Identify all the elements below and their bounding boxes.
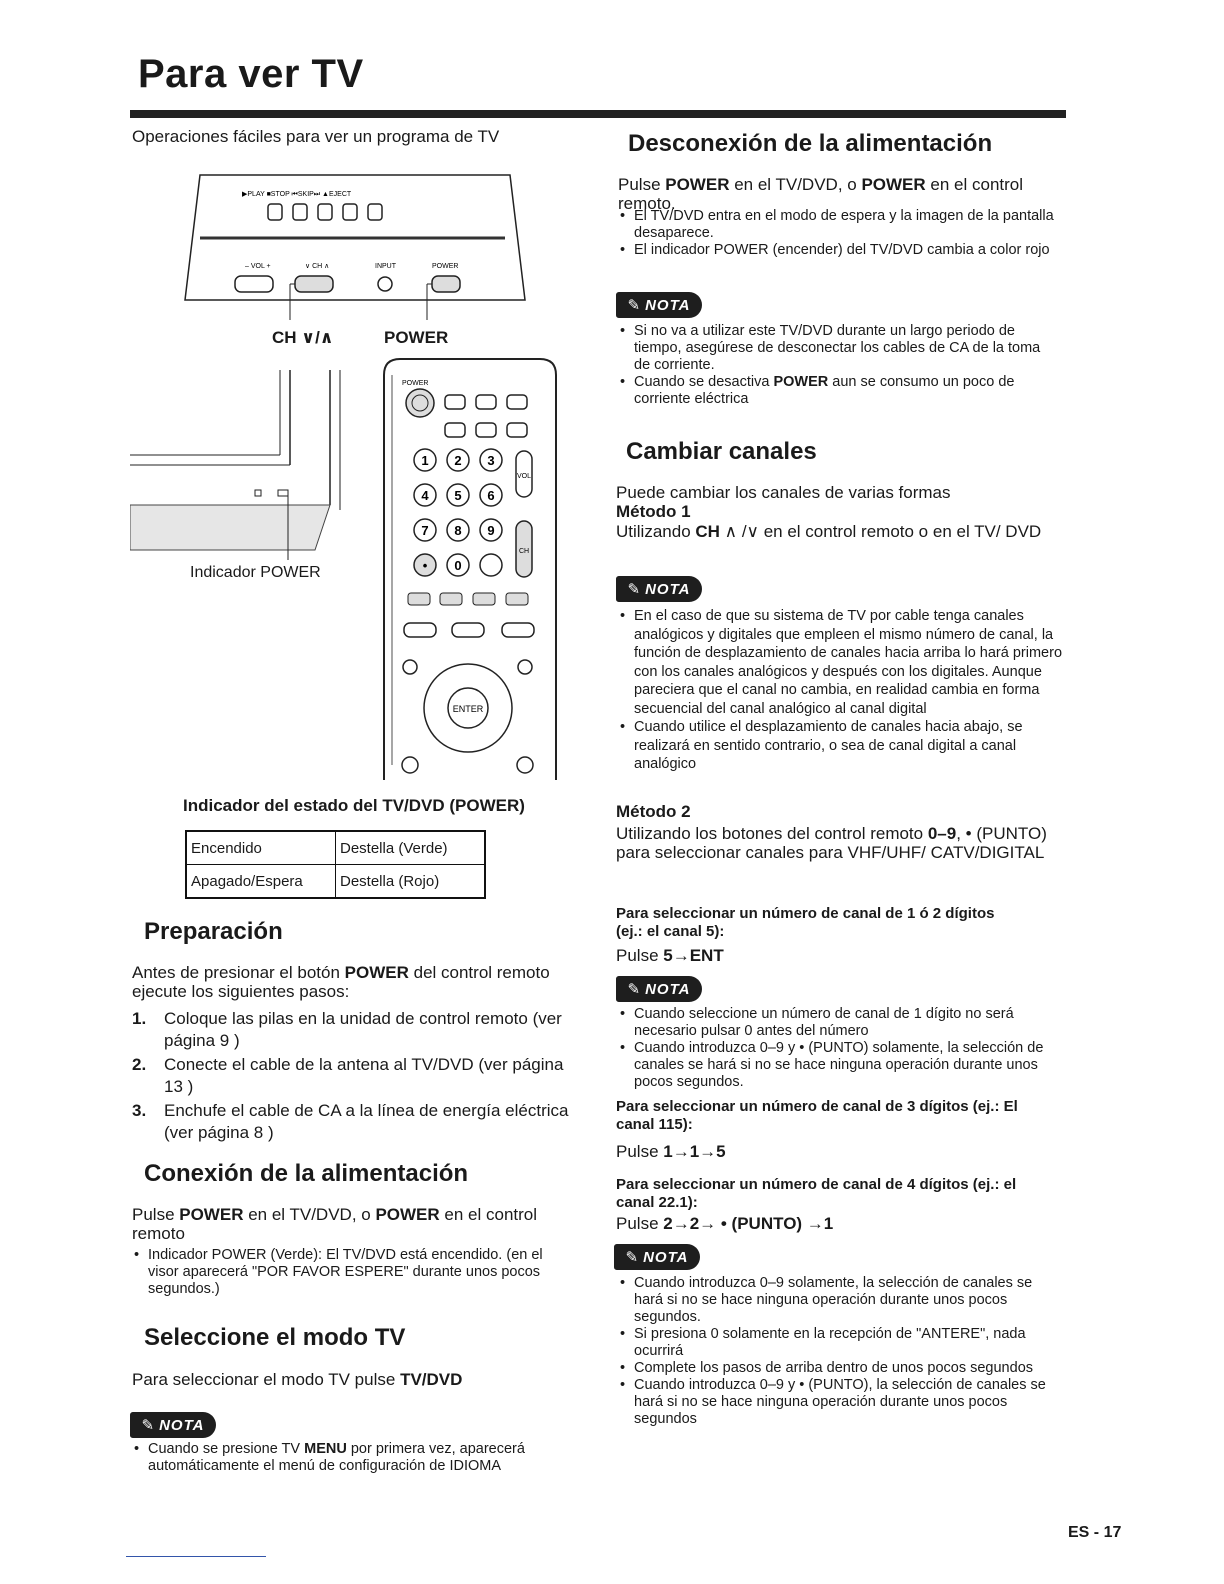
table-row — [186, 831, 485, 865]
list-item: • En el caso de que su sistema de TV por cable tenga canales analógicos y digitales que empleen el mismo número de canal, la función de desplazamiento de canales hacia arriba lo hará primero con los canales analógicos y después con los digitales. Aunque pareciera que el canal no cambia, en realidad cambia en forma secuencial del canal analógico al canal digital — [618, 607, 1064, 718]
panel-vol-label: – VOL + — [245, 263, 271, 270]
indicator-power-label: Indicador POWER — [190, 564, 321, 581]
desconexion-text: Pulse POWER en el TV/DVD, o POWER en el control remoto. — [618, 175, 1024, 213]
page-number: ES - 17 — [1068, 1524, 1122, 1541]
sel3-pulse: Pulse 1→1→5 — [616, 1142, 726, 1161]
table-cell: Destella (Rojo) — [336, 865, 486, 899]
remote-control-diagram — [380, 355, 560, 780]
metodo2-heading: Método 2 — [616, 802, 691, 821]
conexion-text: Pulse POWER en el TV/DVD, o POWER en el control remoto — [132, 1205, 538, 1243]
sel12-pulse: Pulse 5→ENT — [616, 946, 724, 965]
remote-digit: 4 — [421, 488, 429, 503]
list-item: 2. Conecte el cable de la antena al TV/DVD (ver página 13 ) — [132, 1055, 564, 1096]
list-item: • Si no va a utilizar este TV/DVD durante un largo periodo de tiempo, asegúrese de desconectar los cables de CA de la toma de corriente. — [618, 323, 1058, 374]
list-item: • Complete los pasos de arriba dentro de unos pocos segundos — [618, 1360, 1064, 1377]
canales-heading: Cambiar canales — [626, 438, 817, 465]
note-pencil-icon: ✎ — [625, 1249, 640, 1266]
desconexion-heading: Desconexión de la alimentación — [628, 130, 993, 157]
note-pencil-icon: ✎ — [627, 297, 642, 314]
canales-intro: Puede cambiar los canales de varias formas — [616, 483, 951, 502]
metodo1-heading: Método 1 — [616, 502, 691, 521]
final-notes — [618, 1275, 1064, 1428]
table-row — [186, 865, 485, 899]
remote-digit: 3 — [487, 453, 495, 468]
remote-digit: • — [422, 558, 428, 573]
footer-line — [126, 1556, 266, 1557]
list-item: • Si presiona 0 solamente en la recepción de "ANTERE", nada ocurrirá — [618, 1326, 1064, 1360]
remote-digit: 5 — [454, 488, 462, 503]
remote-power-label: POWER — [402, 380, 429, 387]
desconexion-bullets — [618, 208, 1058, 259]
list-item: • Cuando seleccione un número de canal de 1 dígito no será necesario pulsar 0 antes del número — [618, 1006, 1058, 1040]
tv-panel-diagram — [180, 170, 540, 320]
nota-badge: ✎ NOTA — [130, 1412, 216, 1438]
conexion-heading: Conexión de la alimentación — [144, 1160, 469, 1187]
list-item: • Indicador POWER (Verde): El TV/DVD está encendido. (en el visor aparecerá "POR FAVOR ESPERE" durante unos pocos segundos.) — [132, 1247, 562, 1298]
preparacion-heading: Preparación — [144, 918, 283, 945]
panel-top-labels: ▶PLAY ■STOP ⏮SKIP⏭ ▲EJECT — [242, 191, 352, 198]
sel12-notes — [618, 1006, 1058, 1091]
tv-corner-diagram — [130, 360, 345, 560]
table-cell: Destella (Verde) — [336, 831, 486, 865]
power-label: POWER — [384, 328, 449, 347]
list-item: • Cuando se desactiva POWER aun se consumo un poco de corriente eléctrica — [618, 374, 1058, 408]
nota-badge: ✎ NOTA — [616, 292, 702, 318]
remote-digit: 0 — [454, 558, 462, 573]
note-pencil-icon: ✎ — [141, 1417, 156, 1434]
sel3-heading: Para seleccionar un número de canal de 3 dígitos (ej.: El canal 115): — [616, 1098, 1018, 1133]
modo-tv-notes — [132, 1441, 572, 1475]
remote-digit: 7 — [421, 523, 429, 538]
title-rule — [130, 110, 1066, 118]
remote-digit: 2 — [454, 453, 462, 468]
remote-digit: 8 — [454, 523, 462, 538]
nota-badge: ✎ NOTA — [616, 576, 702, 602]
remote-ch-label: CH — [518, 548, 530, 555]
metodo2-text: Utilizando los botones del control remoto 0–9, • (PUNTO) para seleccionar canales para VHF/UHF/ CATV/DIGITAL — [616, 824, 1047, 862]
preparacion-steps — [132, 1008, 572, 1146]
list-item: 3. Enchufe el cable de CA a la línea de energía eléctrica (ver página 8 ) — [132, 1101, 569, 1142]
sel4-pulse: Pulse 2→2→ • (PUNTO) →1 — [616, 1214, 834, 1233]
list-item: • Cuando introduzca 0–9 solamente, la selección de canales se hará si no se hace ninguna operación durante unos pocos segundos. — [618, 1275, 1064, 1326]
table-cell: Encendido — [186, 831, 336, 865]
remote-digit: 6 — [487, 488, 495, 503]
list-item: • El TV/DVD entra en el modo de espera y la imagen de la pantalla desaparece. — [618, 208, 1058, 242]
list-item: 1. Coloque las pilas en la unidad de control remoto (ver página 9 ) — [132, 1009, 562, 1050]
note-pencil-icon: ✎ — [627, 981, 642, 998]
modo-tv-heading: Seleccione el modo TV — [144, 1324, 406, 1351]
status-heading: Indicador del estado del TV/DVD (POWER) — [183, 796, 525, 815]
list-item: • Cuando introduzca 0–9 y • (PUNTO), la selección de canales se hará si no se hace ninguna operación durante unos pocos segundos — [618, 1377, 1064, 1428]
desconexion-notes — [618, 323, 1058, 408]
modo-tv-text: Para seleccionar el modo TV pulse TV/DVD — [132, 1370, 463, 1389]
status-table — [185, 830, 486, 899]
remote-vol-label: VOL — [516, 473, 532, 480]
sel12-heading: Para seleccionar un número de canal de 1 ó 2 dígitos (ej.: el canal 5): — [616, 905, 995, 940]
page-title: Para ver TV — [138, 52, 364, 96]
sel4-heading: Para seleccionar un número de canal de 4 dígitos (ej.: el canal 22.1): — [616, 1176, 1017, 1211]
panel-power-label: POWER — [432, 263, 459, 270]
list-item: • Cuando utilice el desplazamiento de canales hacia abajo, se realizará en sentido contrario, o sea de canal digital a canal analógico — [618, 718, 1064, 774]
list-item: • Cuando se presione TV MENU por primera vez, aparecerá automáticamente el menú de configuración de IDIOMA — [132, 1441, 572, 1475]
list-item: • Cuando introduzca 0–9 y • (PUNTO) solamente, la selección de canales se hará si no se hace ninguna operación durante unos pocos segundos. — [618, 1040, 1058, 1091]
table-cell: Apagado/Espera — [186, 865, 336, 899]
list-item: • El indicador POWER (encender) del TV/DVD cambia a color rojo — [618, 242, 1058, 259]
conexion-bullets — [132, 1247, 562, 1298]
panel-ch-label: ∨ CH ∧ — [305, 263, 330, 270]
ch-label: CH ∨/∧ — [272, 328, 334, 347]
intro-text: Operaciones fáciles para ver un programa de TV — [132, 127, 500, 146]
note-pencil-icon: ✎ — [627, 581, 642, 598]
remote-digit: 9 — [487, 523, 495, 538]
nota-badge: ✎ NOTA — [614, 1244, 700, 1270]
panel-input-label: INPUT — [375, 263, 396, 270]
nota-badge: ✎ NOTA — [616, 976, 702, 1002]
remote-enter-label: ENTER — [452, 704, 484, 714]
preparacion-intro: Antes de presionar el botón POWER del control remoto ejecute los siguientes pasos: — [132, 963, 550, 1001]
metodo1-notes — [618, 607, 1064, 774]
metodo1-text: Utilizando CH ∧ /∨ en el control remoto o en el TV/ DVD — [616, 522, 1042, 541]
remote-digit: 1 — [421, 453, 429, 468]
